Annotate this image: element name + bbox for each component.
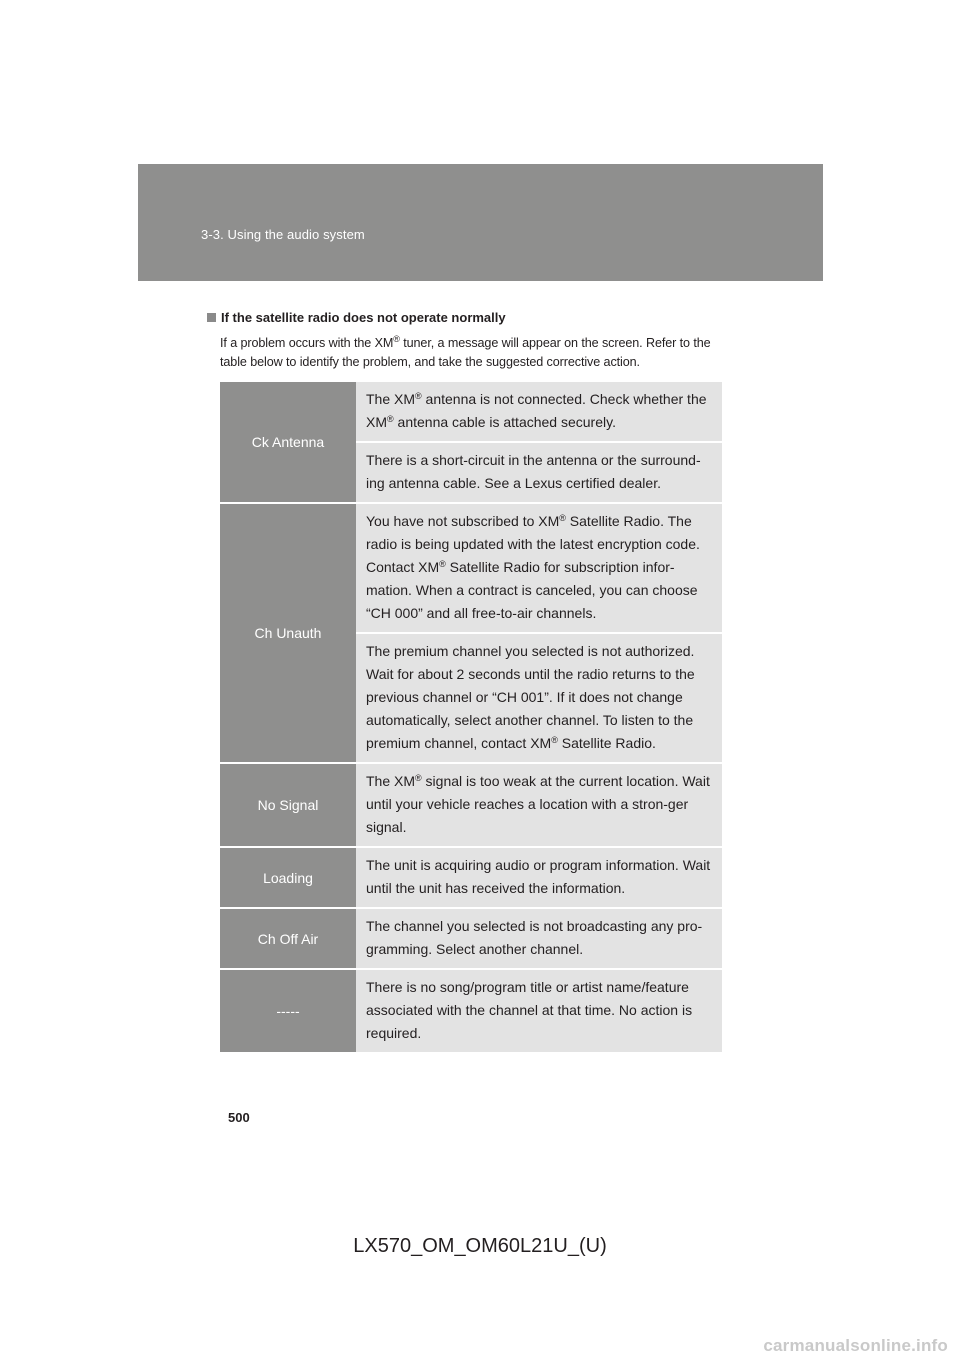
description-text: There is no song/program title or artist name/feature associated with the channel at that time. No action is required.: [366, 979, 693, 1041]
description-text: The XM: [366, 391, 416, 407]
description-text: Satellite Radio.: [557, 735, 656, 751]
message-description-cell: [356, 908, 722, 969]
message-label-cell: Ch Unauth: [220, 503, 356, 763]
message-description-cell: [356, 969, 722, 1053]
registered-mark: ®: [415, 391, 422, 401]
document-code: LX570_OM_OM60L21U_(U): [353, 1235, 607, 1257]
description-text: The premium channel you selected is not authorized. Wait for about 2 seconds until the radio returns to the previous channel or “CH 001”. If it does not change automatically, select another channel. To listen to the premium channel, contact XM: [366, 643, 695, 751]
page-number: 500: [228, 1110, 250, 1125]
description-text: signal is too weak at the current location. Wait until your vehicle reaches a location with a stron-ger signal.: [366, 773, 710, 835]
square-bullet-icon: [207, 313, 216, 322]
message-description-cell: [356, 503, 722, 633]
message-description-cell: [356, 847, 722, 908]
description-text: Satellite Radio. The radio is being updated with the latest encryption code. Contact XM: [366, 513, 700, 575]
message-description-cell: [356, 763, 722, 847]
description-text: The unit is acquiring audio or program information. Wait until the unit has received the information.: [366, 857, 711, 896]
registered-mark: ®: [551, 735, 558, 745]
table-row: [220, 969, 722, 1053]
intro-paragraph: [220, 334, 740, 372]
message-label-cell: Ck Antenna: [220, 382, 356, 503]
message-label-cell: No Signal: [220, 763, 356, 847]
description-text: Satellite Radio for subscription infor-mation. When a contract is canceled, you can choose “CH 000” and all free-to-air channels.: [366, 559, 698, 621]
error-message-table-body: [220, 382, 722, 1053]
registered-mark: ®: [559, 513, 566, 523]
message-label-cell: -----: [220, 969, 356, 1053]
table-row: [220, 908, 722, 969]
description-text: The XM: [366, 773, 416, 789]
description-text: You have not subscribed to XM: [366, 513, 560, 529]
subsection-heading-text: If the satellite radio does not operate normally: [221, 310, 506, 325]
message-description-cell: [356, 442, 722, 503]
table-row: [220, 763, 722, 847]
registered-mark: ®: [387, 414, 394, 424]
section-header-band: [138, 164, 823, 281]
error-message-table: [220, 382, 722, 1054]
watermark-text: carmanualsonline.info: [763, 1336, 948, 1355]
table-row: [220, 847, 722, 908]
description-text: There is a short-circuit in the antenna or the surround-ing antenna cable. See a Lexus certified dealer.: [366, 452, 701, 491]
table-row: [220, 503, 722, 633]
table-row: [220, 382, 722, 442]
description-text: The channel you selected is not broadcasting any pro-gramming. Select another channel.: [366, 918, 703, 957]
registered-mark: ®: [415, 773, 422, 783]
message-description-cell: [356, 633, 722, 763]
registered-mark: ®: [393, 334, 400, 344]
description-text: antenna is not connected. Check whether the XM: [366, 391, 707, 430]
message-label-cell: Loading: [220, 847, 356, 908]
registered-mark: ®: [439, 559, 446, 569]
section-title: 3-3. Using the audio system: [201, 227, 365, 242]
subsection-heading: [207, 310, 506, 325]
intro-text-part2: tuner, a message will appear on the screen. Refer to the table below to identify the problem, and take the suggested corrective action.: [220, 336, 711, 369]
message-description-cell: [356, 382, 722, 442]
message-label-cell: Ch Off Air: [220, 908, 356, 969]
description-text: antenna cable is attached securely.: [393, 414, 616, 430]
intro-text-part1: If a problem occurs with the XM: [220, 336, 394, 350]
